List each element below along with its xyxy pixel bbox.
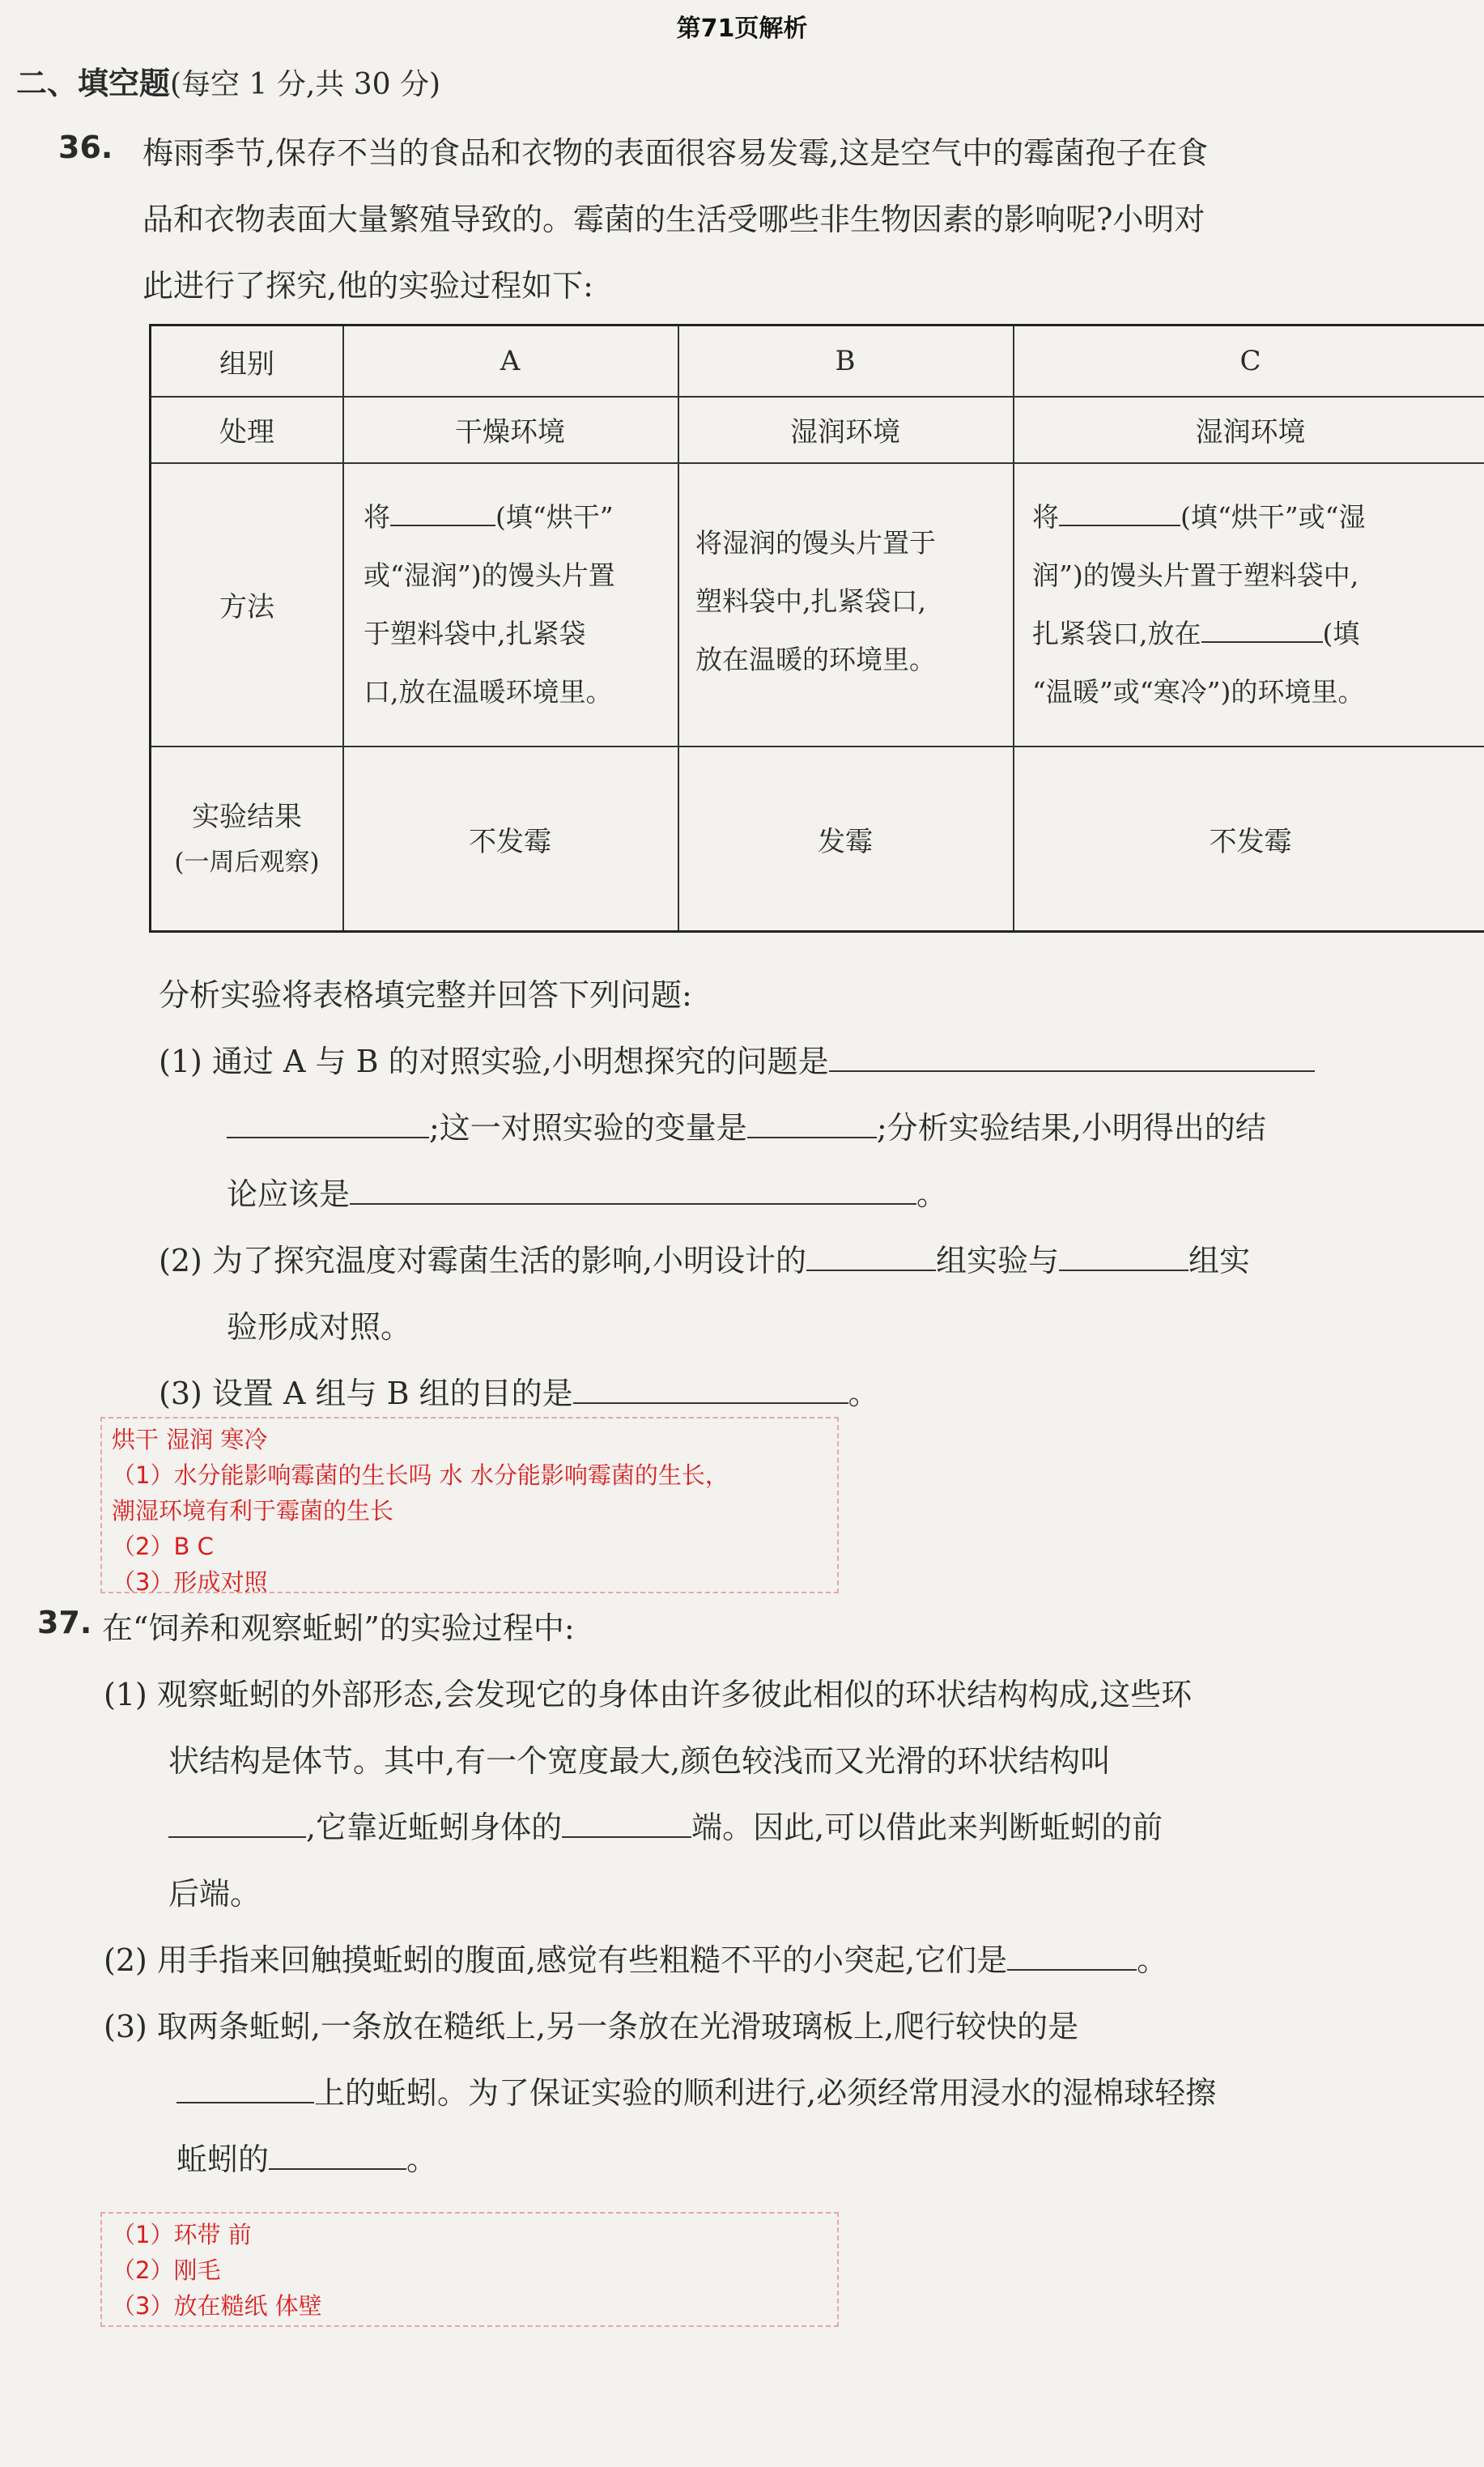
q36-sub3-line xyxy=(159,1368,879,1413)
group-a-method xyxy=(364,488,663,721)
q36-answer-box xyxy=(100,1417,839,1596)
question-37-number: 37. xyxy=(37,1605,92,1640)
q37-answer-box xyxy=(100,2212,839,2327)
method-c-text: “温暖”或“寒冷”)的环境里。 xyxy=(1032,676,1365,708)
group-a-treatment: 干燥环境 xyxy=(455,415,565,449)
method-a-text: (填“烘干” xyxy=(495,501,614,533)
q37-sub2-text: 。 xyxy=(1137,1942,1168,1978)
q36-sub1-blank-question[interactable] xyxy=(829,1043,1315,1072)
group-a-name: A xyxy=(500,345,521,377)
q36-sub2-blank-group-2[interactable] xyxy=(1059,1242,1188,1271)
q36-answer-line: （1）水分能影响霉菌的生长吗 水 水分能影响霉菌的生长， xyxy=(112,1461,729,1489)
q36-intro-line-2: 品和衣物表面大量繁殖导致的。霉菌的生活受哪些非生物因素的影响呢?小明对 xyxy=(142,202,1205,237)
q37-intro: 在“饲养和观察蚯蚓”的实验过程中: xyxy=(102,1610,575,1646)
row-label-result-line: (一周后观察) xyxy=(174,847,320,877)
method-c-blank-2[interactable] xyxy=(1201,617,1323,643)
q36-sub2-blank-group-1[interactable] xyxy=(806,1242,936,1271)
group-b-treatment: 湿润环境 xyxy=(790,415,900,449)
q36-sub1-blank-conclusion[interactable] xyxy=(350,1176,916,1205)
q36-sub1-blank-question-cont[interactable] xyxy=(227,1109,429,1138)
q37-sub1-text: 端。因此,可以借此来判断蚯蚓的前 xyxy=(691,1810,1163,1845)
group-c-treatment: 湿润环境 xyxy=(1195,415,1306,449)
section-score-note: (每空 1 分,共 30 分) xyxy=(170,68,441,101)
section-title xyxy=(16,58,440,103)
q36-intro-line-1: 梅雨季节,保存不当的食品和衣物的表面很容易发霉,这是空气中的霉菌孢子在食 xyxy=(142,135,1209,171)
q37-sub3-text: 。 xyxy=(406,2142,438,2177)
method-c-text: (填“烘干”或“湿 xyxy=(1180,501,1366,533)
q37-sub1-text: ,它靠近蚯蚓身体的 xyxy=(306,1810,563,1845)
q37-sub3-blank-part[interactable] xyxy=(269,2141,406,2170)
method-c-blank-1[interactable] xyxy=(1059,500,1180,526)
q37-sub1-line-3 xyxy=(168,1802,1163,1847)
group-c-name-label xyxy=(1010,326,1197,396)
q37-sub3-text: 上的蚯蚓。为了保证实验的顺利进行,必须经常用浸水的湿棉球轻擦 xyxy=(314,2075,1217,2111)
q37-sub2-text: (2) 用手指来回触摸蚯蚓的腹面,感觉有些粗糙不平的小突起,它们是 xyxy=(104,1942,1008,1978)
q37-sub3-text: 蚯蚓的 xyxy=(176,2142,270,2177)
q36-sub1-blank-variable[interactable] xyxy=(747,1109,877,1138)
experiment-table xyxy=(149,324,1484,933)
q37-answer-line: （2）刚毛 xyxy=(112,2256,221,2284)
method-c-text: 将 xyxy=(1032,501,1059,533)
method-b-text: 塑料袋中,扎紧袋口, xyxy=(695,585,926,617)
method-b-text: 放在温暖的环境里。 xyxy=(695,644,936,675)
q36-answer-line: 烘干 湿润 寒冷 xyxy=(112,1426,268,1453)
q37-sub1-line-4: 后端。 xyxy=(168,1876,262,1912)
q37-answer-line: （3）放在糙纸 体壁 xyxy=(112,2292,322,2320)
method-c-text: 润”)的馒头片置于塑料袋中, xyxy=(1032,559,1359,591)
method-a-text: 于塑料袋中,扎紧袋 xyxy=(364,618,586,649)
row-label-treatment: 处理 xyxy=(219,415,274,449)
row-label-result-line: 实验结果 xyxy=(192,800,302,833)
q37-sub1-line-1: (1) 观察蚯蚓的外部形态,会发现它的身体由许多彼此相似的环状结构构成,这些环 xyxy=(104,1677,1193,1712)
q37-sub1-blank-structure[interactable] xyxy=(168,1809,306,1838)
q36-answer-line: 潮湿环境有利于霉菌的生长 xyxy=(112,1497,394,1525)
q36-answer-line: （2）B C xyxy=(112,1533,214,1560)
q36-sub1-line-1 xyxy=(159,1036,1315,1081)
method-a-text: 将 xyxy=(364,501,390,533)
q36-instruction: 分析实验将表格填完整并回答下列问题: xyxy=(159,977,692,1013)
q37-sub3-line-2 xyxy=(176,2068,1216,2112)
method-a-text: 口,放在温暖环境里。 xyxy=(364,676,613,708)
method-a-text: 或“湿润”)的馒头片置 xyxy=(364,559,615,591)
group-b-method xyxy=(695,514,1003,689)
method-c-text: (填 xyxy=(1322,618,1360,649)
q36-sub1-text: ;分析实验结果,小明得出的结 xyxy=(876,1110,1266,1146)
q36-sub1-line-2 xyxy=(227,1103,1266,1147)
q36-sub1-line-3 xyxy=(227,1169,947,1214)
method-a-blank[interactable] xyxy=(390,500,495,526)
q37-sub3-line-1: (3) 取两条蚯蚓,一条放在糙纸上,另一条放在光滑玻璃板上,爬行较快的是 xyxy=(104,2009,1079,2044)
q37-sub1-line-2: 状结构是体节。其中,有一个宽度最大,颜色较浅而又光滑的环状结构叫 xyxy=(168,1743,1112,1779)
q36-sub1-text: ;这一对照实验的变量是 xyxy=(429,1110,747,1146)
q36-sub1-text: 。 xyxy=(916,1176,948,1212)
q36-sub1-text: 论应该是 xyxy=(227,1176,351,1212)
q37-sub3-blank-surface[interactable] xyxy=(176,2074,314,2103)
page-header-title: 第71页解析 xyxy=(676,15,808,43)
group-b-name: B xyxy=(835,345,856,377)
method-b-text: 将湿润的馒头片置于 xyxy=(695,527,936,559)
method-c-text: 扎紧袋口,放在 xyxy=(1032,618,1201,649)
q36-sub2-text: (2) 为了探究温度对霉菌生活的影响,小明设计的 xyxy=(159,1243,806,1278)
q37-answer-line: （1）环带 前 xyxy=(112,2221,252,2248)
q37-sub2-blank[interactable] xyxy=(1007,1942,1137,1971)
row-label-result xyxy=(151,746,342,933)
q37-sub3-line-3 xyxy=(176,2134,437,2179)
q36-intro-line-3: 此进行了探究,他的实验过程如下: xyxy=(142,268,593,304)
row-label-group: 组别 xyxy=(219,347,274,381)
group-c-result: 不发霉 xyxy=(1209,826,1292,858)
question-36-number: 36. xyxy=(58,130,113,165)
q37-sub2-line xyxy=(104,1935,1167,1980)
q36-sub2-text: 组实 xyxy=(1188,1243,1251,1278)
row-label-method: 方法 xyxy=(219,590,274,623)
q36-sub2-line-1 xyxy=(159,1236,1250,1280)
q36-sub3-text: (3) 设置 A 组与 B 组的目的是 xyxy=(159,1376,573,1411)
group-a-result: 不发霉 xyxy=(469,826,551,858)
table-row-divider xyxy=(151,462,1484,464)
q36-sub3-blank[interactable] xyxy=(573,1375,848,1404)
section-title-text: 二、填空题 xyxy=(16,65,171,101)
q36-sub2-text: 组实验与 xyxy=(936,1243,1060,1278)
group-c-method xyxy=(1032,488,1473,721)
q36-sub1-text: (1) 通过 A 与 B 的对照实验,小明想探究的问题是 xyxy=(159,1044,829,1079)
q36-answer-line: （3）形成对照 xyxy=(112,1568,268,1596)
q36-sub2-line-2: 验形成对照。 xyxy=(227,1309,412,1345)
q36-sub3-text: 。 xyxy=(848,1376,879,1411)
group-b-result: 发霉 xyxy=(818,826,873,858)
q37-sub1-blank-end[interactable] xyxy=(562,1809,691,1838)
group-c-name: C xyxy=(1240,345,1261,377)
